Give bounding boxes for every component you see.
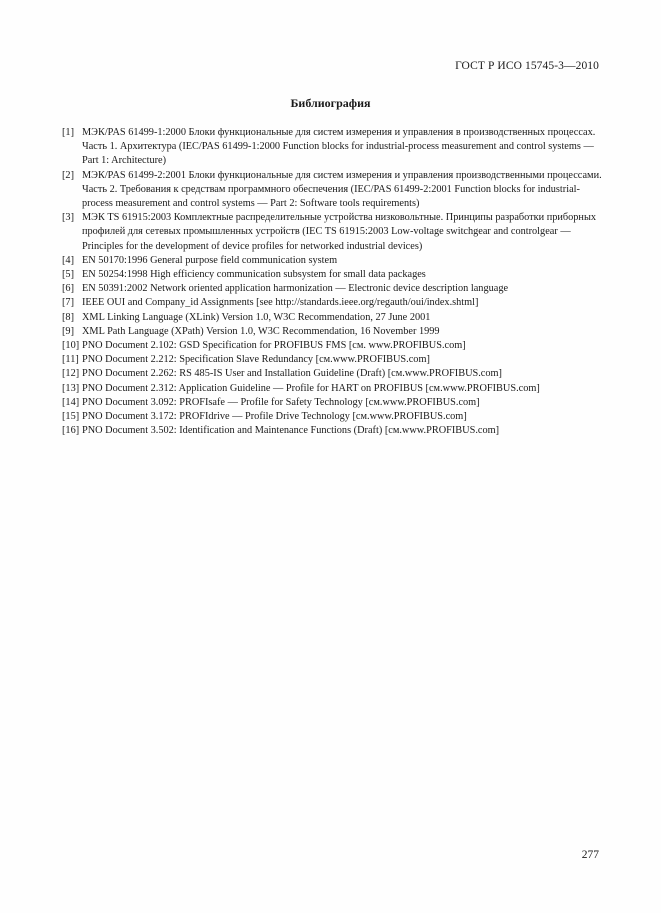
- bibliography-entry-number: [4]: [62, 254, 75, 266]
- bibliography-entry: [62, 211, 602, 254]
- bibliography-entry: [62, 353, 602, 367]
- bibliography-entry: [62, 396, 602, 410]
- bibliography-entry: [62, 282, 602, 296]
- bibliography-entry: [62, 382, 602, 396]
- bibliography-entry-text: PNO Document 2.102: GSD Specification for PROFIBUS FMS [см. www.PROFIBUS.com]: [82, 340, 466, 352]
- bibliography-entry: [62, 424, 602, 438]
- bibliography-entry-text: XML Linking Language (XLink) Version 1.0, W3C Recommendation, 27 June 2001: [82, 311, 431, 323]
- bibliography-entry-text: МЭК/PAS 61499-1:2000 Блоки функциональные для систем измерения и управления в производственных процессах. Часть 1. Архитектура (IEC/PAS 61499-1:2000 Function blocks for industrial-process measurement and control systems — Part 1: Architecture): [82, 127, 596, 167]
- bibliography-entry-number: [12]: [62, 368, 80, 380]
- bibliography-entry-number: [1]: [62, 127, 75, 138]
- bibliography-entry-text: PNO Document 2.262: RS 485-IS User and Installation Guideline (Draft) [см.www.PROFIBUS.com]: [82, 368, 502, 380]
- bibliography-entry-text: МЭК/PAS 61499-2:2001 Блоки функциональные для систем измерения и управления производственными процессами. Часть 2. Требования к средствам программного обеспечения (IEC/PAS 61499-2:2001 Function blocks for industrial-process measurement and control systems — Part 2: Software tools requirements): [82, 169, 602, 210]
- bibliography-entry: [62, 126, 602, 169]
- bibliography-entry: [62, 296, 602, 310]
- bibliography-entry-number: [13]: [62, 382, 80, 394]
- bibliography-entry: [62, 311, 602, 325]
- bibliography-entry-number: [8]: [62, 311, 75, 323]
- bibliography-entry-number: [9]: [62, 325, 75, 337]
- bibliography-entry-number: [3]: [62, 212, 75, 224]
- bibliography-entry-number: [15]: [62, 411, 80, 423]
- bibliography-entry-number: [10]: [62, 340, 80, 352]
- bibliography-entry-number: [5]: [62, 269, 75, 281]
- page-header-standard: ГОСТ Р ИСО 15745-3—2010: [455, 60, 599, 72]
- bibliography-entry-number: [6]: [62, 283, 75, 295]
- bibliography-entry: [62, 325, 602, 339]
- bibliography-entry-text: EN 50254:1998 High efficiency communication subsystem for small data packages: [82, 269, 426, 281]
- bibliography-entry-text: IEEE OUI and Company_id Assignments [see http://standards.ieee.org/regauth/oui/index.shtml]: [82, 297, 479, 309]
- bibliography-entry-number: [7]: [62, 297, 75, 309]
- bibliography-entry: [62, 367, 602, 381]
- bibliography-entry-number: [14]: [62, 396, 80, 408]
- bibliography-entry-number: [11]: [62, 354, 79, 366]
- bibliography-entry: [62, 339, 602, 353]
- bibliography-entry-text: EN 50170:1996 General purpose field communication system: [82, 254, 338, 266]
- bibliography-entry-text: EN 50391:2002 Network oriented application harmonization — Electronic device description language: [82, 283, 509, 295]
- bibliography-entry: [62, 268, 602, 282]
- bibliography-entry-text: PNO Document 2.212: Specification Slave Redundancy [см.www.PROFIBUS.com]: [82, 354, 430, 366]
- bibliography-entry: [62, 254, 602, 268]
- bibliography-entry: [62, 169, 602, 212]
- bibliography-entry-number: [2]: [62, 169, 75, 181]
- bibliography-entry-text: XML Path Language (XPath) Version 1.0, W3C Recommendation, 16 November 1999: [82, 325, 440, 337]
- bibliography-entry-number: [16]: [62, 425, 80, 437]
- bibliography-list: [62, 126, 602, 438]
- bibliography-entry-text: PNO Document 2.312: Application Guideline — Profile for HART on PROFIBUS [см.www.PROFIBUS.com]: [82, 382, 540, 394]
- bibliography-entry: [62, 410, 602, 424]
- page-number: 277: [581, 849, 599, 861]
- bibliography-entry-text: PNO Document 3.502: Identification and Maintenance Functions (Draft) [см.www.PROFIBUS.com]: [82, 425, 500, 437]
- page-title: Библиография: [290, 96, 371, 110]
- bibliography-entry-text: PNO Document 3.172: PROFIdrive — Profile Drive Technology [см.www.PROFIBUS.com]: [82, 411, 467, 423]
- bibliography-entry-text: МЭК TS 61915:2003 Комплектные распределительные устройства низковольтные. Принципы разработки приборных профилей для сетевых промышленных устройств (IEC TS 61915:2003 Low-voltage switchgear and controlgear — Principles for the development of device profiles for networked industrial devices): [82, 212, 597, 252]
- bibliography-entry-text: PNO Document 3.092: PROFIsafe — Profile for Safety Technology [см.www.PROFIBUS.com]: [82, 396, 480, 408]
